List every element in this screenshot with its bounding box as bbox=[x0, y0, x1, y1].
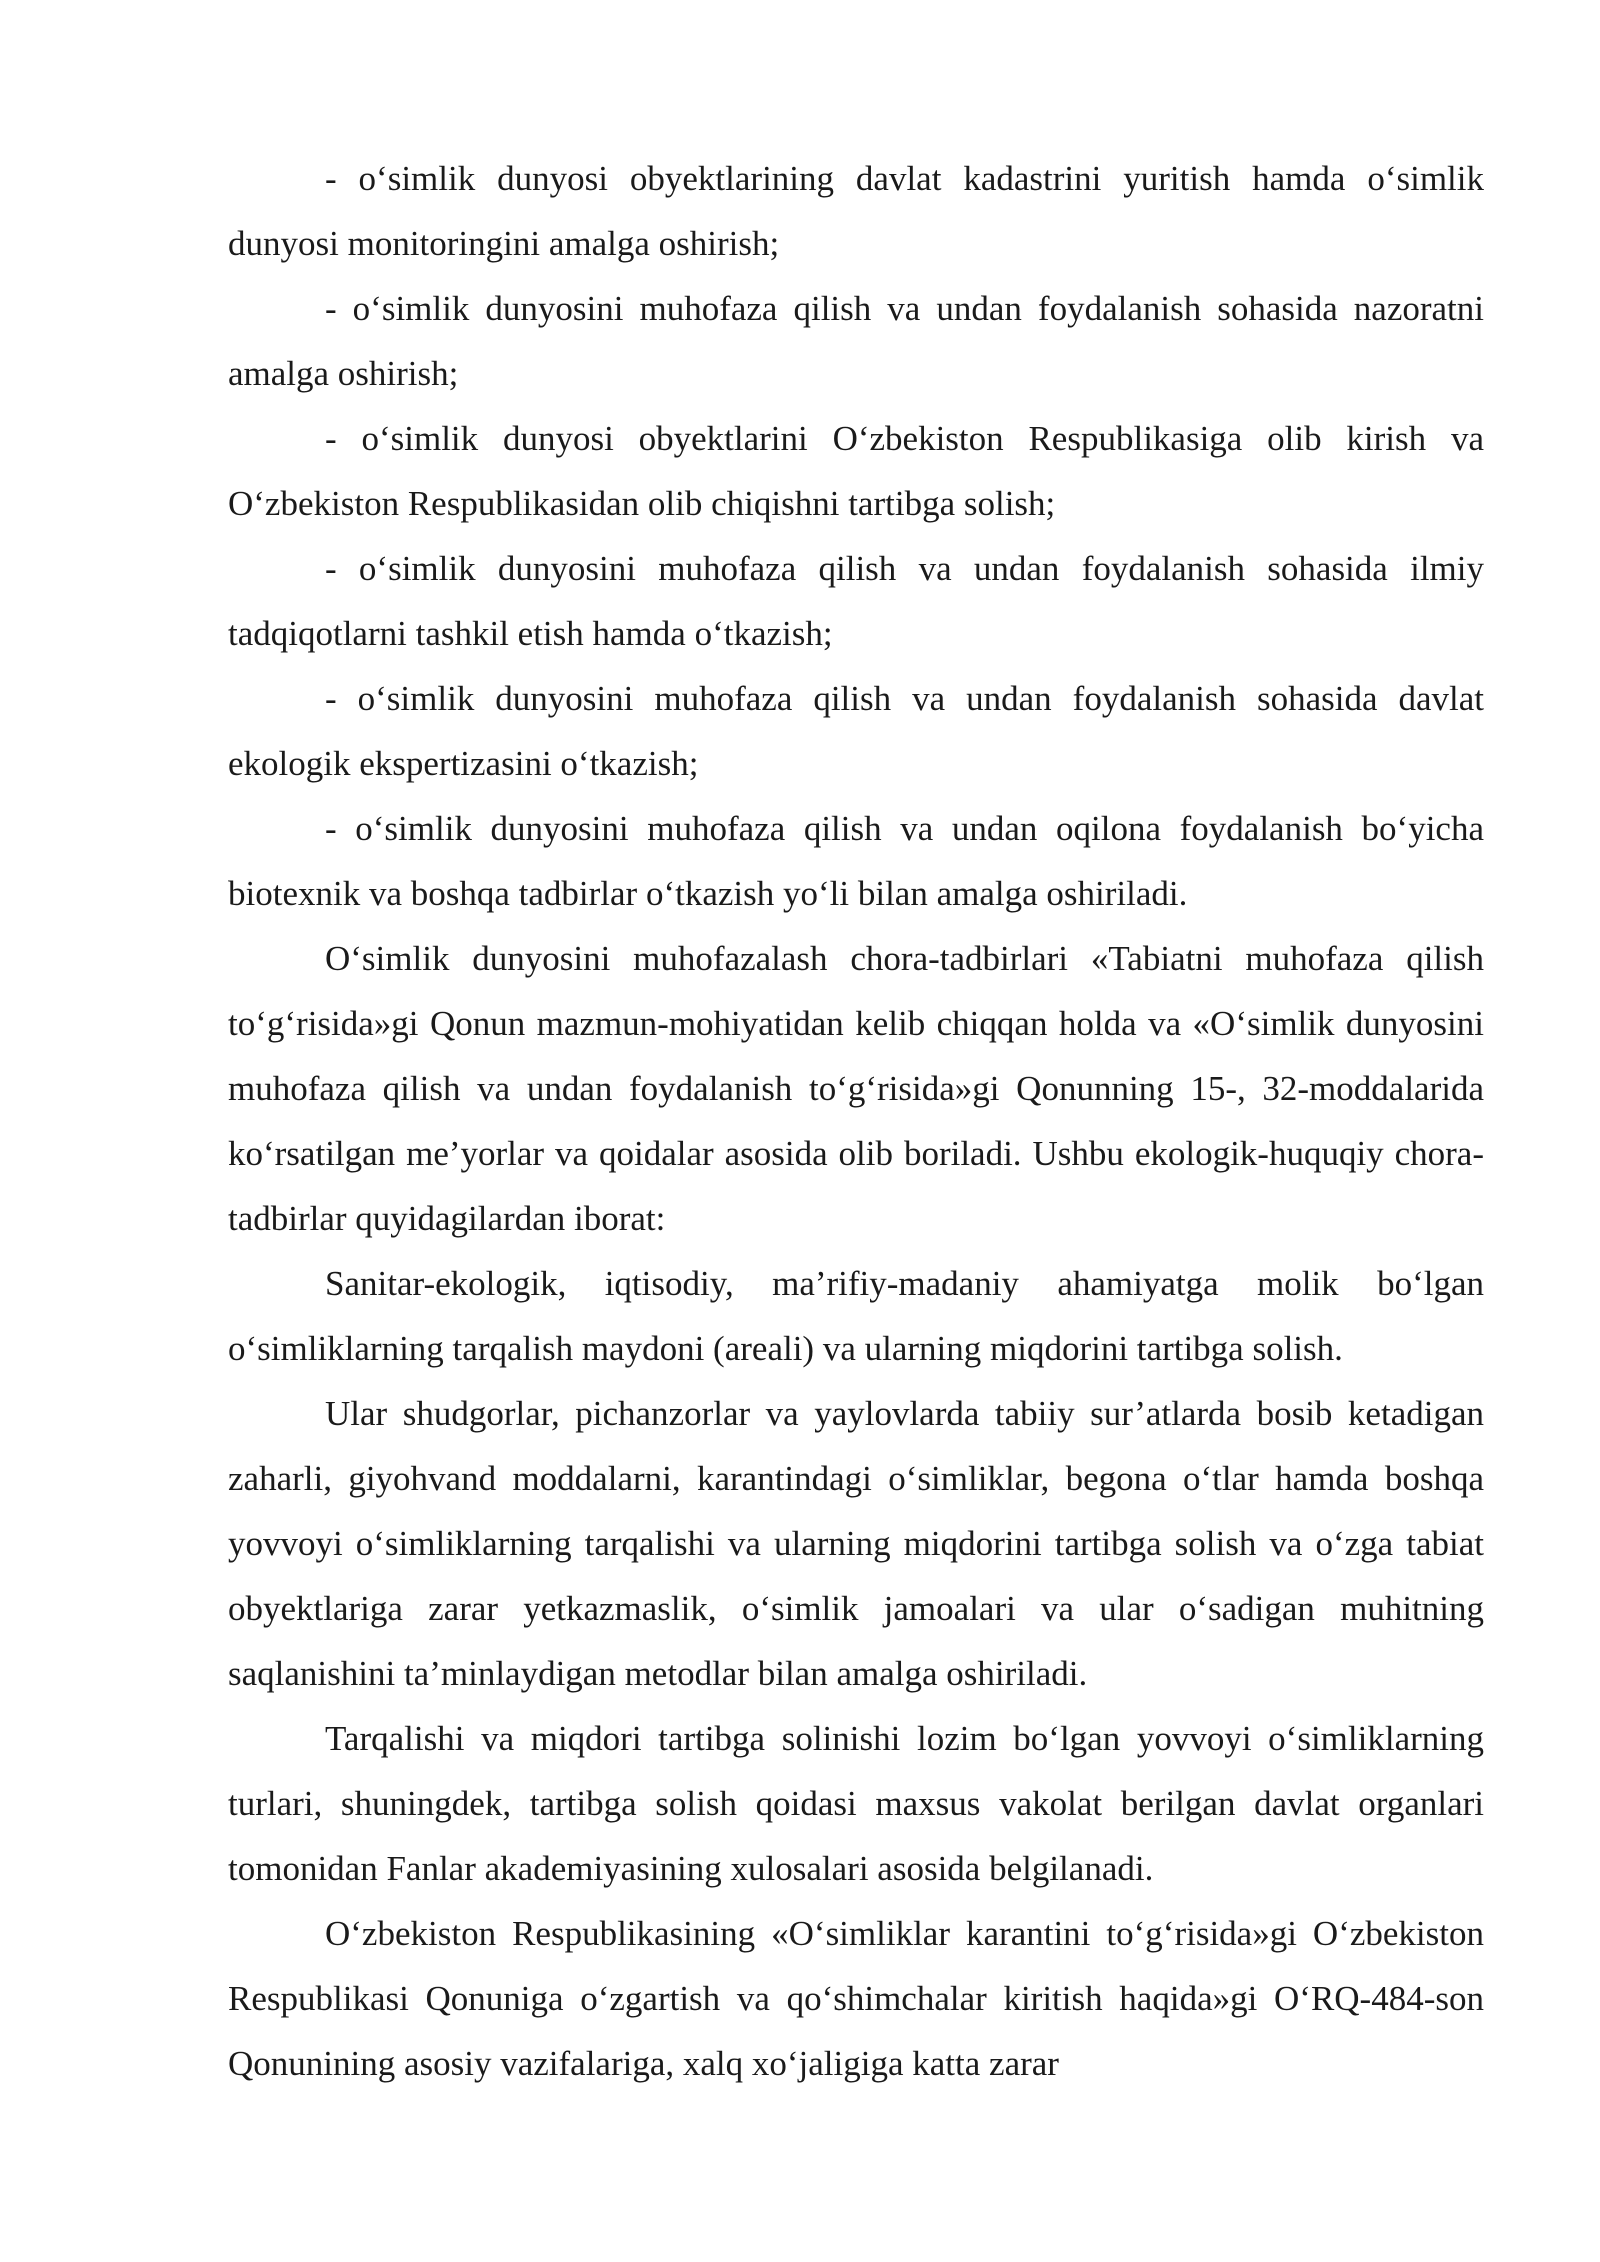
paragraph: O‘zbekiston Respublikasining «O‘simliklar karantini to‘g‘risida»gi O‘zbekiston Respublikasi Qonuniga o‘zgartish va qo‘shimchalar kiritish haqida»gi O‘RQ-484-son Qonunining asosiy vazifalariga, xalq xo‘jaligiga katta zarar bbox=[228, 1914, 1484, 2083]
document-page bbox=[228, 146, 1484, 2096]
paragraph: - o‘simlik dunyosini muhofaza qilish va undan foydalanish sohasida davlat ekologik ekspertizasini o‘tkazish; bbox=[228, 679, 1484, 783]
paragraph: - o‘simlik dunyosini muhofaza qilish va undan oqilona foydalanish bo‘yicha biotexnik va boshqa tadbirlar o‘tkazish yo‘li bilan amalga oshiriladi. bbox=[228, 809, 1484, 913]
paragraph: O‘simlik dunyosini muhofazalash chora-tadbirlari «Tabiatni muhofaza qilish to‘g‘risida»gi Qonun mazmun-mohiyatidan kelib chiqqan holda va «O‘simlik dunyosini muhofaza qilish va undan foydalanish to‘g‘risida»gi Qonunning 15-, 32-moddalarida ko‘rsatilgan me’yorlar va qoidalar asosida olib boriladi. Ushbu ekologik-huquqiy chora-tadbirlar quyidagilardan iborat: bbox=[228, 939, 1484, 1238]
paragraph: Ular shudgorlar, pichanzorlar va yaylovlarda tabiiy sur’atlarda bosib ketadigan zaharli, giyohvand moddalarni, karantindagi o‘simliklar, begona o‘tlar hamda boshqa yovvoyi o‘simliklarning tarqalishi va ularning miqdorini tartibga solish va o‘zga tabiat obyektlariga zarar yetkazmaslik, o‘simlik jamoalari va ular o‘sadigan muhitning saqlanishini ta’minlaydigan metodlar bilan amalga oshiriladi. bbox=[228, 1394, 1484, 1693]
paragraph: - o‘simlik dunyosi obyektlarining davlat kadastrini yuritish hamda o‘simlik dunyosi monitoringini amalga oshirish; bbox=[228, 159, 1484, 263]
paragraph: - o‘simlik dunyosini muhofaza qilish va undan foydalanish sohasida ilmiy tadqiqotlarni tashkil etish hamda o‘tkazish; bbox=[228, 549, 1484, 653]
paragraph: - o‘simlik dunyosini muhofaza qilish va undan foydalanish sohasida nazoratni amalga oshirish; bbox=[228, 289, 1484, 393]
paragraph: Sanitar-ekologik, iqtisodiy, ma’rifiy-madaniy ahamiyatga molik bo‘lgan o‘simliklarning tarqalish maydoni (areali) va ularning miqdorini tartibga solish. bbox=[228, 1264, 1484, 1368]
paragraph: - o‘simlik dunyosi obyektlarini O‘zbekiston Respublikasiga olib kirish va O‘zbekiston Respublikasidan olib chiqishni tartibga solish; bbox=[228, 419, 1484, 523]
paragraph: Tarqalishi va miqdori tartibga solinishi lozim bo‘lgan yovvoyi o‘simliklarning turlari, shuningdek, tartibga solish qoidasi maxsus vakolat berilgan davlat organlari tomonidan Fanlar akademiyasining xulosalari asosida belgilanadi. bbox=[228, 1719, 1484, 1888]
